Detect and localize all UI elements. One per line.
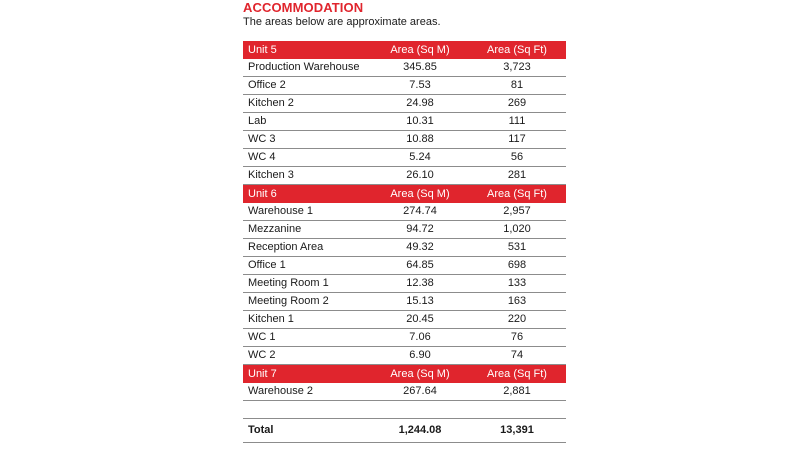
table-row — [243, 293, 566, 311]
area-sqm: 274.74 — [372, 203, 468, 221]
room-name: Kitchen 3 — [243, 167, 372, 185]
sqft-column-header: Area (Sq Ft) — [468, 185, 566, 204]
area-sqft: 81 — [468, 77, 566, 95]
area-sqft: 698 — [468, 257, 566, 275]
sqm-column-header: Area (Sq M) — [372, 185, 468, 204]
area-sqft: 1,020 — [468, 221, 566, 239]
sqm-column-header: Area (Sq M) — [372, 41, 468, 59]
area-sqm: 5.24 — [372, 149, 468, 167]
table-row — [243, 203, 566, 221]
table-row — [243, 95, 566, 113]
area-sqm: 7.06 — [372, 329, 468, 347]
area-sqft: 133 — [468, 275, 566, 293]
table-row — [243, 149, 566, 167]
room-name: Meeting Room 1 — [243, 275, 372, 293]
area-sqft: 111 — [468, 113, 566, 131]
table-row — [243, 311, 566, 329]
table-row — [243, 275, 566, 293]
section-header-row — [243, 185, 566, 204]
room-name: Mezzanine — [243, 221, 372, 239]
table-row — [243, 347, 566, 365]
accommodation-panel — [243, 0, 566, 443]
area-sqft: 2,881 — [468, 383, 566, 401]
total-row — [243, 419, 566, 443]
room-name: WC 1 — [243, 329, 372, 347]
area-sqft: 269 — [468, 95, 566, 113]
area-sqft: 56 — [468, 149, 566, 167]
area-sqm: 26.10 — [372, 167, 468, 185]
room-name: WC 4 — [243, 149, 372, 167]
accommodation-table — [243, 41, 566, 443]
table-row — [243, 383, 566, 401]
area-sqft: 117 — [468, 131, 566, 149]
total-sqm: 1,244.08 — [372, 419, 468, 443]
area-sqft: 531 — [468, 239, 566, 257]
area-sqm: 15.13 — [372, 293, 468, 311]
section-header-row — [243, 365, 566, 384]
area-sqm: 267.64 — [372, 383, 468, 401]
area-sqm: 64.85 — [372, 257, 468, 275]
room-name: Kitchen 1 — [243, 311, 372, 329]
table-row — [243, 221, 566, 239]
table-row — [243, 131, 566, 149]
page-title: ACCOMMODATION — [243, 0, 364, 15]
room-name: Lab — [243, 113, 372, 131]
area-sqm: 24.98 — [372, 95, 468, 113]
unit-header-label: Unit 6 — [243, 185, 372, 204]
area-sqm: 7.53 — [372, 77, 468, 95]
room-name: Meeting Room 2 — [243, 293, 372, 311]
table-row — [243, 329, 566, 347]
table-row — [243, 257, 566, 275]
sqm-column-header: Area (Sq M) — [372, 365, 468, 384]
room-name: WC 2 — [243, 347, 372, 365]
table-row — [243, 77, 566, 95]
room-name: Warehouse 1 — [243, 203, 372, 221]
area-sqm: 20.45 — [372, 311, 468, 329]
table-row — [243, 239, 566, 257]
table-row — [243, 59, 566, 77]
area-sqft: 220 — [468, 311, 566, 329]
room-name: Office 1 — [243, 257, 372, 275]
unit-header-label: Unit 5 — [243, 41, 372, 59]
room-name: WC 3 — [243, 131, 372, 149]
total-label: Total — [243, 419, 372, 443]
area-sqft: 281 — [468, 167, 566, 185]
area-sqft: 2,957 — [468, 203, 566, 221]
room-name: Warehouse 2 — [243, 383, 372, 401]
area-sqm: 345.85 — [372, 59, 468, 77]
area-sqft: 74 — [468, 347, 566, 365]
room-name: Production Warehouse — [243, 59, 372, 77]
area-sqm: 12.38 — [372, 275, 468, 293]
section-header-row — [243, 41, 566, 59]
area-sqft: 76 — [468, 329, 566, 347]
room-name: Office 2 — [243, 77, 372, 95]
area-sqft: 3,723 — [468, 59, 566, 77]
area-sqm: 10.31 — [372, 113, 468, 131]
room-name: Kitchen 2 — [243, 95, 372, 113]
unit-header-label: Unit 7 — [243, 365, 372, 384]
sqft-column-header: Area (Sq Ft) — [468, 365, 566, 384]
area-sqm: 49.32 — [372, 239, 468, 257]
table-row — [243, 167, 566, 185]
area-sqm: 6.90 — [372, 347, 468, 365]
total-sqft: 13,391 — [468, 419, 566, 443]
sqft-column-header: Area (Sq Ft) — [468, 41, 566, 59]
area-sqm: 94.72 — [372, 221, 468, 239]
area-sqm: 10.88 — [372, 131, 468, 149]
table-row — [243, 113, 566, 131]
room-name: Reception Area — [243, 239, 372, 257]
page-subtitle: The areas below are approximate areas. — [243, 16, 441, 28]
spacer-row — [243, 401, 566, 419]
area-sqft: 163 — [468, 293, 566, 311]
